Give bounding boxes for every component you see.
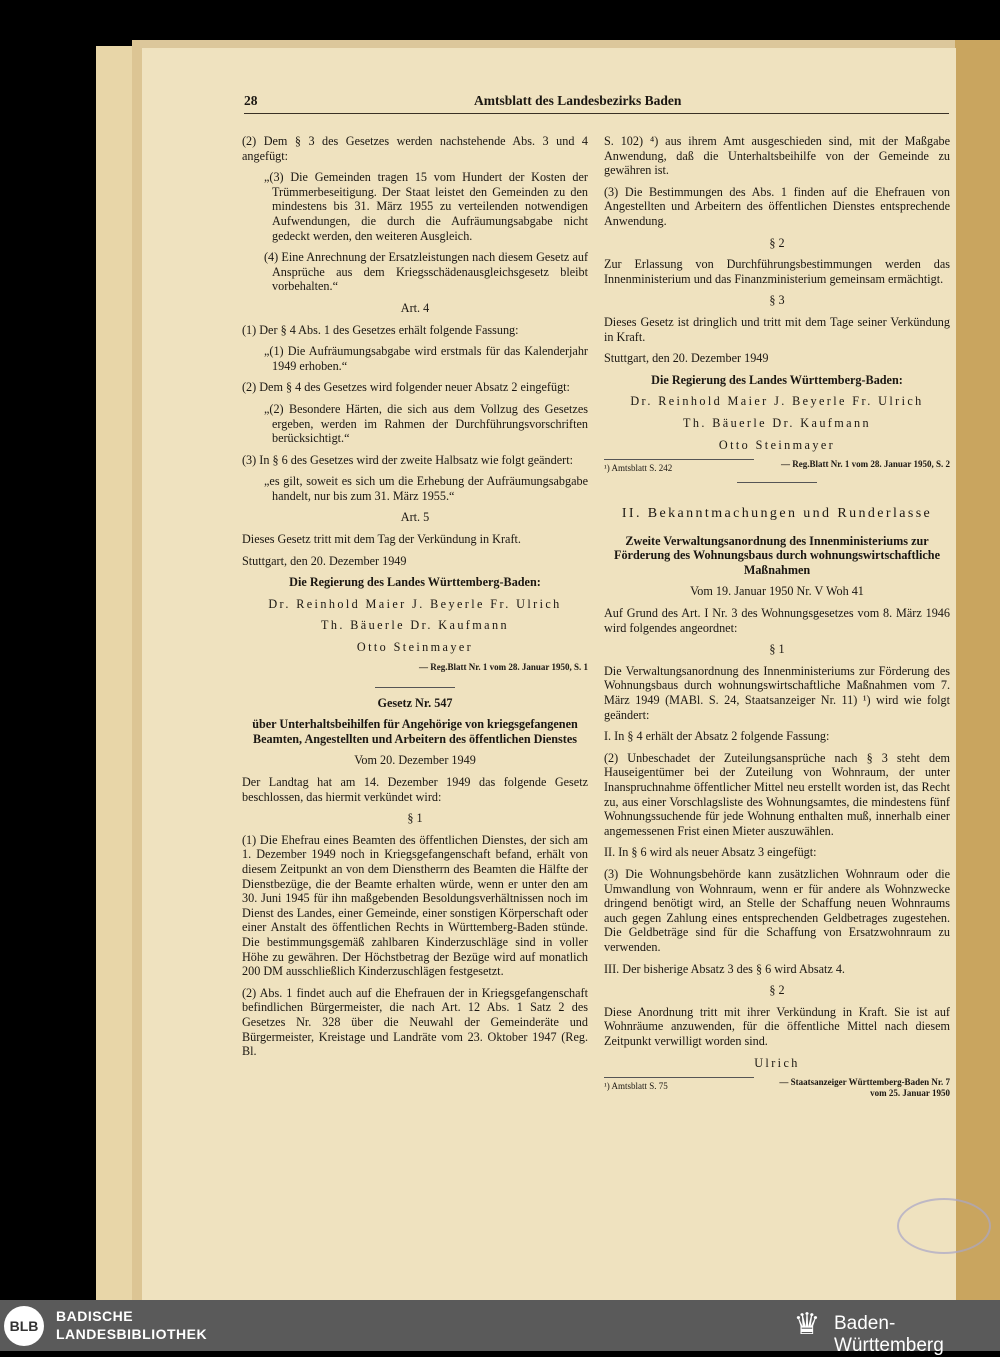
article-heading: Vom 20. Dezember 1949 (354, 753, 476, 768)
article-heading: § 1 (407, 811, 423, 826)
paragraph: Die Verwaltungsanordnung des Innenministeriums zur Förderung des Wohnungsbaus durch wohnungswirtschaftliche Maßnahmen vom 7. März 1949 (MABl. S. 24, Staatsanzeiger Nr. 11) ¹) wird wie folgt geändert: (604, 663, 950, 722)
article-heading: Art. 5 (400, 510, 430, 525)
signature-line: Otto Steinmayer (718, 437, 836, 452)
section-heading: Zweite Verwaltungsanordnung des Innenministeriums zur Förderung des Wohnungsbaus durch wohnungswirtschaftliche Maßnahmen (614, 533, 940, 577)
state-label[interactable]: Baden-Württemberg (834, 1313, 944, 1356)
paragraph: Auf Grund des Art. I Nr. 3 des Wohnungsgesetzes vom 8. März 1946 wird folgendes angeordnet: (604, 606, 950, 635)
paragraph: Der Landtag hat am 14. Dezember 1949 das folgende Gesetz beschlossen, das hiermit verkündet wird: (242, 775, 588, 804)
signature-line: II. Bekanntmachungen und Runderlasse (621, 506, 933, 522)
coat-of-arms-icon: ♛ (793, 1308, 821, 1341)
paragraph: Dieses Gesetz ist dringlich und tritt mit dem Tage seiner Verkündung in Kraft. (604, 314, 950, 344)
section-divider (375, 687, 455, 688)
quoted-paragraph: „(3) Die Gemeinden tragen 15 vom Hundert der Kosten der Trümmerbeseitigung. Der Staat leistet den Gemeinden zu den mindestens bis 31. März 1955 zu verteilenden notwendigen Aufwendungen, die durch die Aufräumungsabgabe nicht gedeckt werden, den weiteren Ausgleich. (264, 170, 588, 243)
footnote: ¹) Amtsblatt S. 242 (604, 459, 754, 474)
paragraph: (3) Die Wohnungsbehörde kann zusätzlichen Wohnraum oder die Umwandlung von Wohnraum, wenn er für andere als Wohnzwecke dringend benötigt wird, an Stelle der Schaffung neuen Wohnraums auch gegen Zahlung eines entsprechenden Geldbetrages zugestehen. Die Geldbeträge sind für die Schaffung von Ersatzwohnraum zu verwenden. (604, 866, 950, 954)
paragraph: (2) Dem § 3 des Gesetzes werden nachstehende Abs. 3 und 4 angefügt: (242, 134, 588, 163)
signature-line: Ulrich (754, 1055, 800, 1070)
paragraph: (1) Der § 4 Abs. 1 des Gesetzes erhält folgende Fassung: (242, 322, 519, 337)
signature-line: Otto Steinmayer (356, 640, 474, 655)
paragraph: Stuttgart, den 20. Dezember 1949 (604, 351, 769, 366)
library-stamp (897, 1198, 991, 1254)
paragraph: II. In § 6 wird als neuer Absatz 3 eingefügt: (604, 845, 817, 860)
article-heading: Art. 4 (400, 300, 430, 315)
quoted-paragraph: „(2) Besondere Härten, die sich aus dem Vollzug des Gesetzes ergeben, werden im Rahmen der Durchführungsvorschriften berücksichtigt.“ (264, 401, 588, 446)
source-reference: — Reg.Blatt Nr. 1 vom 28. Januar 1950, S. 1 (418, 661, 588, 672)
right-column (604, 134, 950, 1105)
section-divider (737, 482, 817, 483)
library-name-line2: LANDESBIBLIOTHEK (56, 1326, 208, 1342)
paragraph: Zur Erlassung von Durchführungsbestimmungen werden das Innenministerium und das Finanzministerium gemeinsam ermächtigt. (604, 257, 950, 286)
article-heading: Vom 19. Januar 1950 Nr. V Woh 41 (690, 584, 864, 599)
paragraph: Diese Anordnung tritt mit ihrer Verkündung in Kraft. Sie ist auf Wohnräume anzuwenden, für die öffentliche Mittel nach diesem Zeitpunkt verwilligt worden sind. (604, 1004, 950, 1048)
paragraph: Stuttgart, den 20. Dezember 1949 (242, 553, 407, 568)
footer-bar (0, 1300, 1000, 1356)
left-column (242, 134, 588, 1066)
library-name-line1: BADISCHE (56, 1308, 134, 1324)
footnote: ¹) Amtsblatt S. 75 (604, 1077, 754, 1099)
header-rule (244, 113, 949, 114)
quoted-paragraph: (4) Eine Anrechnung der Ersatzleistungen nach diesem Gesetz auf Ansprüche aus dem Kriegsschädenausgleichsgesetz bleibt vorbehalten.“ (264, 250, 588, 294)
article-heading: § 1 (769, 642, 785, 657)
quoted-paragraph: „es gilt, soweit es sich um die Erhebung der Aufräumungsabgabe handelt, nur bis zum 31. März 1955.“ (264, 474, 588, 503)
signature-line: Dr. Reinhold Maier J. Beyerle Fr. Ulrich (268, 596, 562, 611)
paragraph: (2) Unbeschadet der Zuteilungsansprüche nach § 3 steht dem Hauseigentümer bei der Zuteilung von Wohnraum, der unter Inanspruchnahme öffentlicher Mittel neu erstellt worden ist, das Recht zu, aus einer Vorschlagsliste des Wohnungsamtes, die mindestens fünf Wohnungssuchende für jede Wohnung enthalten muß, innerhalb einer angemessenen Frist einen Mieter auszuwählen. (604, 750, 950, 838)
signature-line: Dr. Reinhold Maier J. Beyerle Fr. Ulrich (630, 394, 924, 409)
book-edge-right (955, 40, 1000, 1300)
quoted-paragraph: „(1) Die Aufräumungsabgabe wird erstmals für das Kalenderjahr 1949 erhoben.“ (264, 344, 588, 373)
section-heading: Die Regierung des Landes Württemberg-Baden: (651, 372, 903, 387)
paragraph: (3) In § 6 des Gesetzes wird der zweite Halbsatz wie folgt geändert: (242, 452, 573, 467)
article-heading: § 3 (769, 293, 785, 308)
footnote-row (604, 459, 950, 474)
page-number: 28 (244, 93, 258, 108)
section-heading: über Unterhaltsbeihilfen für Angehörige von kriegsgefangenen Beamten, Angestellten und Arbeitern des öffentlichen Dienstes (252, 717, 578, 746)
paragraph: (1) Die Ehefrau eines Beamten des öffentlichen Dienstes, der sich am 1. Dezember 1949 noch in Kriegsgefangenschaft befand, erhält von diesem Zeitpunkt an von dem Dienstherrn des Beamten die Hälfte der Dienstbezüge, die der Beamte erhalten würde, wenn er unter den am 30. Juni 1945 für ihn maßgebenden Besoldungsverhältnissen noch im Dienst des Landes, einer Gemeinde, einer sonstigen Körperschaft oder einer Anstalt des öffentlichen Rechts in Württemberg-Baden stünde. Die bestimmungsgemäß zahlbaren Kinderzuschläge sind in voller Höhe zu gewähren. Der Höchstbetrag der Bezüge wird auf monatlich 200 DM ausschließlich Kinderzuschlägen festgesetzt. (242, 832, 588, 979)
paragraph: I. In § 4 erhält der Absatz 2 folgende Fassung: (604, 729, 830, 744)
paragraph: (3) Die Bestimmungen des Abs. 1 finden auf die Ehefrauen von Angestellten und Arbeitern des öffentlichen Dienstes entsprechende Anwendung. (604, 184, 950, 228)
article-heading: § 2 (769, 983, 785, 998)
signature-line: Th. Bäuerle Dr. Kaufmann (683, 415, 871, 430)
blb-logo-icon[interactable]: BLB (4, 1306, 44, 1346)
document-page (142, 48, 956, 1300)
paragraph: (2) Abs. 1 findet auch auf die Ehefrauen der in Kriegsgefangenschaft befindlichen Bürgermeister, die nach Art. 12 Abs. 1 Satz 2 des Gesetzes Nr. 328 über die Neuwahl der Gemeinderäte und Bürgermeister, Kreistage und Landräte vom 23. Oktober 1947 (Reg. Bl. (242, 985, 588, 1059)
paragraph: Dieses Gesetz tritt mit dem Tag der Verkündung in Kraft. (242, 532, 521, 547)
source-reference: — Reg.Blatt Nr. 1 vom 28. Januar 1950, S. 2 (780, 459, 950, 470)
footnote-row (604, 1077, 950, 1099)
paragraph: III. Der bisherige Absatz 3 des § 6 wird Absatz 4. (604, 961, 845, 976)
section-heading: Gesetz Nr. 547 (377, 695, 453, 710)
signature-line: Th. Bäuerle Dr. Kaufmann (321, 618, 509, 633)
page-title: Amtsblatt des Landesbezirks Baden (474, 93, 682, 108)
source-reference: — Staatsanzeiger Württemberg-Baden Nr. 7 vom 25. Januar 1950 (779, 1077, 950, 1099)
paragraph: (2) Dem § 4 des Gesetzes wird folgender neuer Absatz 2 eingefügt: (242, 380, 570, 395)
article-heading: § 2 (769, 235, 785, 250)
section-heading: Die Regierung des Landes Württemberg-Baden: (289, 575, 541, 590)
paragraph: S. 102) ⁴) aus ihrem Amt ausgeschieden sind, mit der Maßgabe Anwendung, daß die Unterhaltsbeihilfe von der Gemeinde zu gewähren ist. (604, 134, 950, 178)
